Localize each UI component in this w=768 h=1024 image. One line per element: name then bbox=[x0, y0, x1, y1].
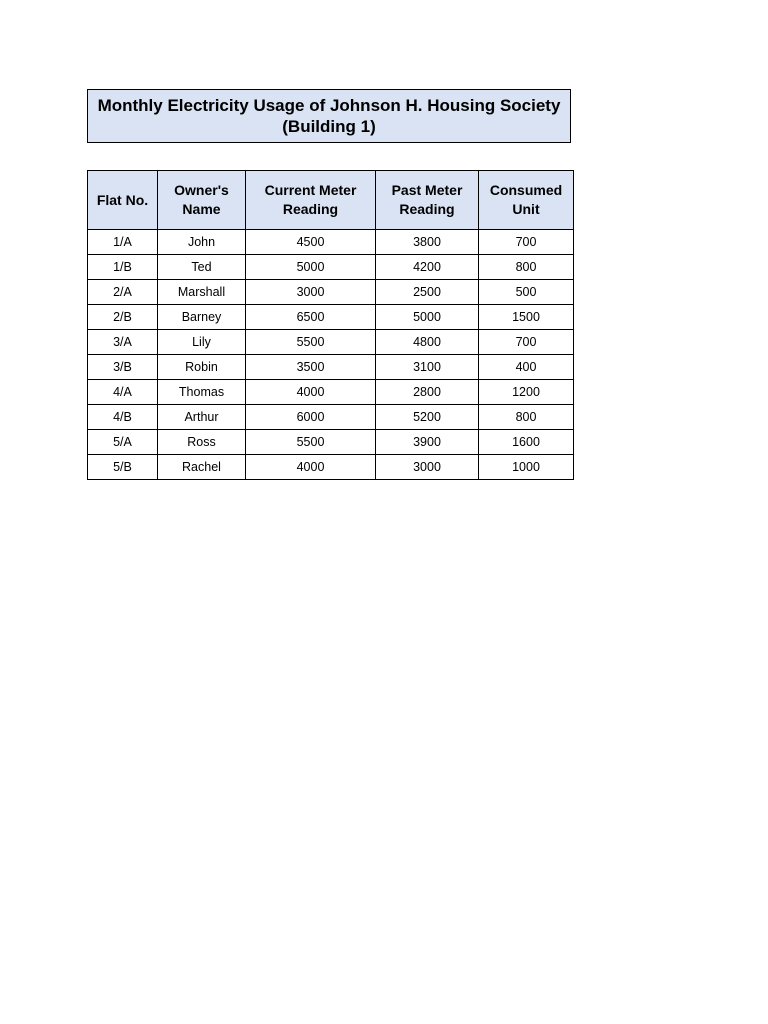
document-title bbox=[87, 89, 571, 143]
cell-consumed-unit: 1600 bbox=[479, 430, 574, 455]
cell-consumed-unit: 800 bbox=[479, 255, 574, 280]
table-row bbox=[88, 305, 574, 330]
header-flat-no-line-1: Flat No. bbox=[96, 191, 149, 208]
cell-owner-name: Lily bbox=[158, 330, 246, 355]
cell-current-meter-reading: 3500 bbox=[246, 355, 376, 380]
cell-consumed-unit: 1200 bbox=[479, 380, 574, 405]
header-flat-no bbox=[88, 171, 158, 230]
table-row bbox=[88, 330, 574, 355]
table-header-row bbox=[88, 171, 574, 230]
cell-past-meter-reading: 5200 bbox=[376, 405, 479, 430]
header-owner-name-line-2: Name bbox=[182, 201, 221, 217]
table-row bbox=[88, 355, 574, 380]
cell-flat-no: 3/B bbox=[88, 355, 158, 380]
cell-owner-name: Robin bbox=[158, 355, 246, 380]
cell-flat-no: 4/A bbox=[88, 380, 158, 405]
cell-consumed-unit: 400 bbox=[479, 355, 574, 380]
cell-owner-name: Thomas bbox=[158, 380, 246, 405]
table-row bbox=[88, 230, 574, 255]
table-row bbox=[88, 255, 574, 280]
cell-current-meter-reading: 6000 bbox=[246, 405, 376, 430]
table-row bbox=[88, 280, 574, 305]
cell-owner-name: Ross bbox=[158, 430, 246, 455]
cell-consumed-unit: 1000 bbox=[479, 455, 574, 480]
header-past-meter-line-2: Reading bbox=[399, 201, 455, 217]
cell-current-meter-reading: 5500 bbox=[246, 330, 376, 355]
cell-consumed-unit: 500 bbox=[479, 280, 574, 305]
cell-flat-no: 5/B bbox=[88, 455, 158, 480]
cell-consumed-unit: 700 bbox=[479, 330, 574, 355]
header-owner-name-line-1: Owner's bbox=[174, 182, 229, 198]
cell-past-meter-reading: 3900 bbox=[376, 430, 479, 455]
table-row bbox=[88, 380, 574, 405]
cell-current-meter-reading: 4000 bbox=[246, 380, 376, 405]
cell-current-meter-reading: 4500 bbox=[246, 230, 376, 255]
cell-past-meter-reading: 2800 bbox=[376, 380, 479, 405]
cell-owner-name: Barney bbox=[158, 305, 246, 330]
cell-consumed-unit: 800 bbox=[479, 405, 574, 430]
header-current-meter-reading bbox=[246, 171, 376, 230]
cell-owner-name: Rachel bbox=[158, 455, 246, 480]
table-row bbox=[88, 455, 574, 480]
cell-past-meter-reading: 4800 bbox=[376, 330, 479, 355]
cell-past-meter-reading: 3100 bbox=[376, 355, 479, 380]
cell-past-meter-reading: 5000 bbox=[376, 305, 479, 330]
header-past-meter-line-1: Past Meter bbox=[391, 182, 463, 198]
header-owner-name bbox=[158, 171, 246, 230]
cell-owner-name: Arthur bbox=[158, 405, 246, 430]
table-row bbox=[88, 430, 574, 455]
cell-past-meter-reading: 3000 bbox=[376, 455, 479, 480]
cell-current-meter-reading: 5500 bbox=[246, 430, 376, 455]
cell-owner-name: Marshall bbox=[158, 280, 246, 305]
electricity-usage-table bbox=[87, 170, 574, 480]
title-line-2: (Building 1) bbox=[282, 117, 376, 136]
header-past-meter-reading bbox=[376, 171, 479, 230]
cell-flat-no: 2/A bbox=[88, 280, 158, 305]
header-consumed-unit-line-2: Unit bbox=[512, 201, 540, 217]
cell-consumed-unit: 1500 bbox=[479, 305, 574, 330]
cell-flat-no: 5/A bbox=[88, 430, 158, 455]
cell-flat-no: 4/B bbox=[88, 405, 158, 430]
cell-past-meter-reading: 2500 bbox=[376, 280, 479, 305]
cell-current-meter-reading: 6500 bbox=[246, 305, 376, 330]
header-consumed-unit bbox=[479, 171, 574, 230]
cell-current-meter-reading: 5000 bbox=[246, 255, 376, 280]
cell-owner-name: John bbox=[158, 230, 246, 255]
table-row bbox=[88, 405, 574, 430]
cell-past-meter-reading: 3800 bbox=[376, 230, 479, 255]
title-line-1: Monthly Electricity Usage of Johnson H. Housing Society bbox=[97, 96, 561, 115]
header-consumed-unit-line-1: Consumed bbox=[489, 182, 563, 198]
cell-flat-no: 3/A bbox=[88, 330, 158, 355]
cell-flat-no: 1/A bbox=[88, 230, 158, 255]
cell-flat-no: 1/B bbox=[88, 255, 158, 280]
cell-consumed-unit: 700 bbox=[479, 230, 574, 255]
cell-current-meter-reading: 4000 bbox=[246, 455, 376, 480]
header-current-meter-line-1: Current Meter bbox=[264, 182, 357, 198]
header-current-meter-line-2: Reading bbox=[282, 201, 339, 217]
cell-flat-no: 2/B bbox=[88, 305, 158, 330]
cell-past-meter-reading: 4200 bbox=[376, 255, 479, 280]
cell-current-meter-reading: 3000 bbox=[246, 280, 376, 305]
cell-owner-name: Ted bbox=[158, 255, 246, 280]
